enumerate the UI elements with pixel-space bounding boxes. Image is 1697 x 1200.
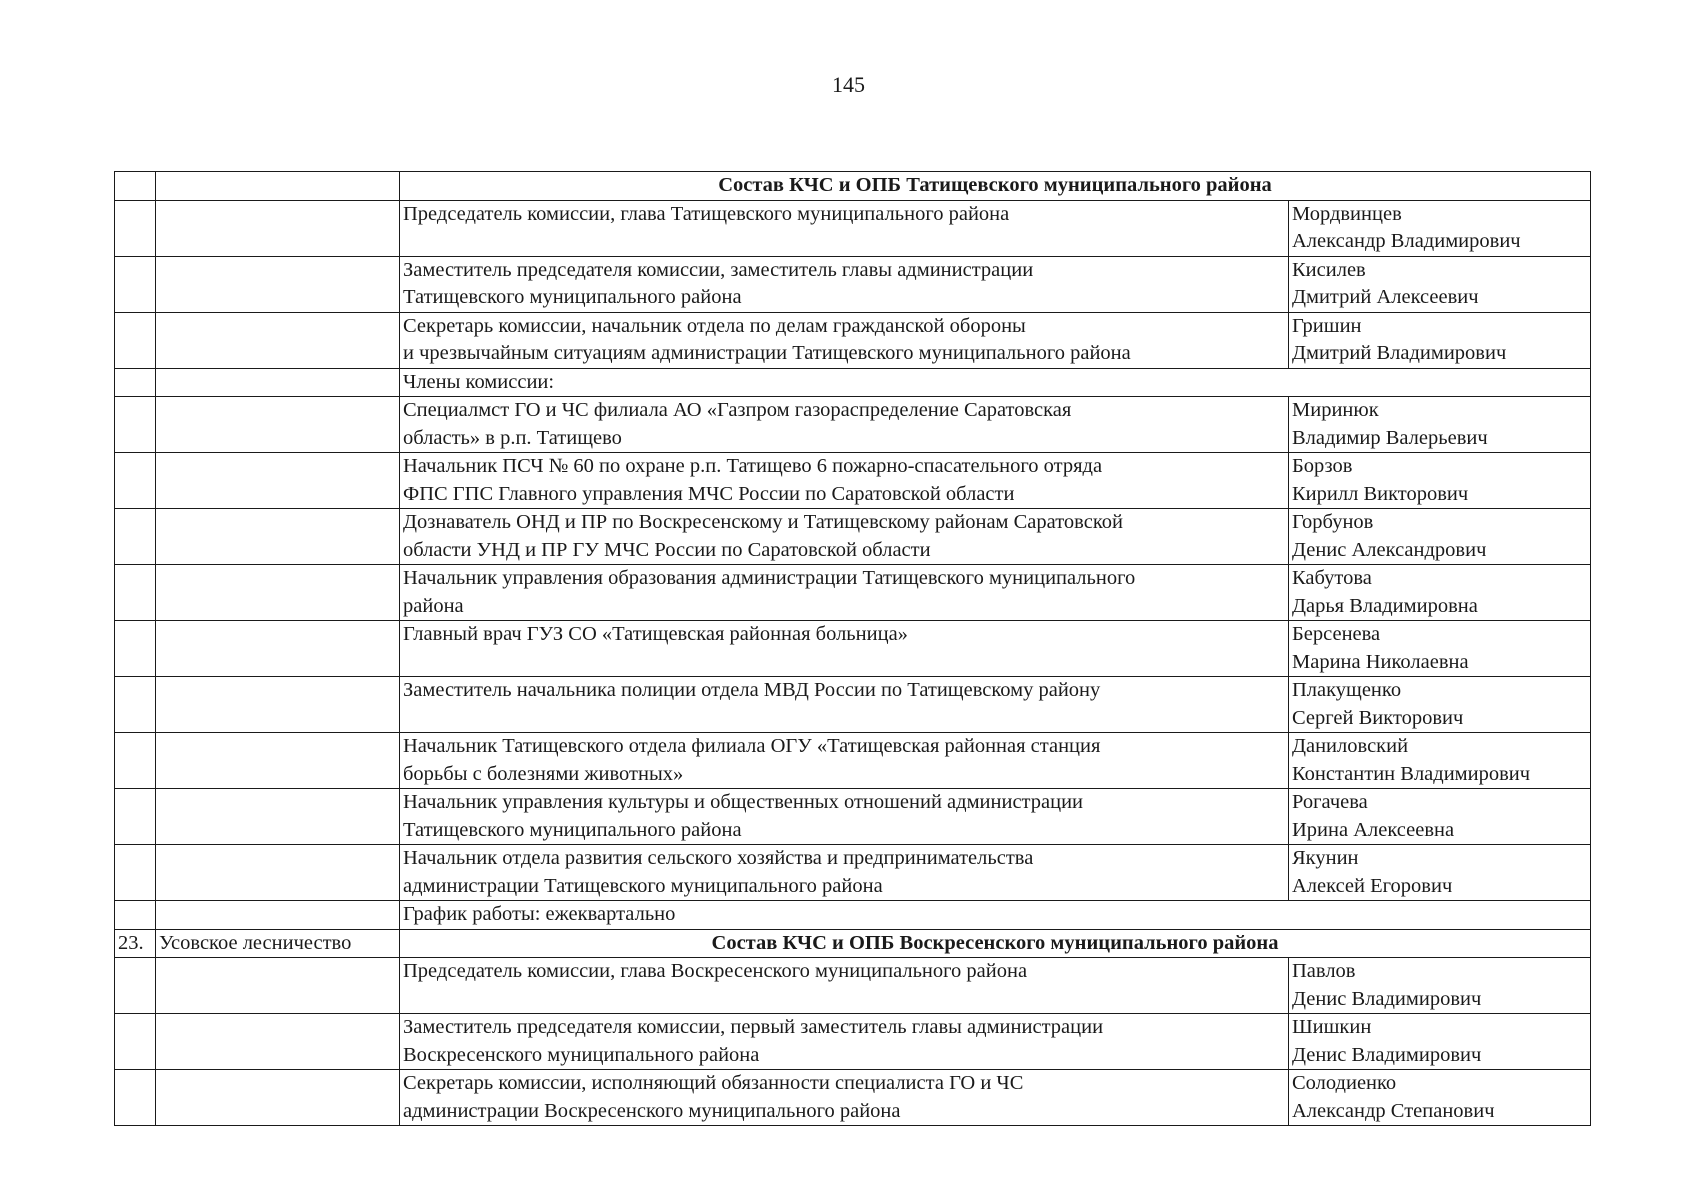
section-heading: Состав КЧС и ОПБ Воскресенского муниципального района xyxy=(400,929,1591,958)
row-name-cell xyxy=(156,1070,400,1126)
position-line: Начальник управления культуры и общественных отношений администрации xyxy=(403,791,1084,813)
position-line xyxy=(403,649,1285,677)
person-line: Кирилл Викторович xyxy=(1292,482,1469,505)
row-name-cell xyxy=(156,1014,400,1070)
person-line: Кисилев xyxy=(1292,258,1366,281)
position-cell xyxy=(400,621,1289,677)
position-line: администрации Воскресенского муниципального района xyxy=(403,1099,901,1122)
position-cell xyxy=(400,200,1289,256)
position-cell xyxy=(400,1070,1289,1126)
commission-table-body xyxy=(115,172,1591,1126)
position-cell xyxy=(400,453,1289,509)
position-cell xyxy=(400,509,1289,565)
position-line: Главный врач ГУЗ СО «Татищевская районная больница» xyxy=(403,623,908,645)
person-cell xyxy=(1289,621,1591,677)
position-line: Начальник ПСЧ № 60 по охране р.п. Татищево 6 пожарно-спасательного отряда xyxy=(403,455,1103,477)
person-cell xyxy=(1289,397,1591,453)
row-number-cell xyxy=(115,621,156,677)
commission-row xyxy=(115,1070,1591,1126)
person-cell xyxy=(1289,256,1591,312)
position-line: Секретарь комиссии, начальник отдела по делам гражданской обороны xyxy=(403,314,1026,337)
position-line: Заместитель председателя комиссии, заместитель главы администрации xyxy=(403,258,1034,281)
position-cell xyxy=(400,1014,1289,1070)
position-line: Начальник управления образования администрации Татищевского муниципального xyxy=(403,567,1136,589)
page-number: 145 xyxy=(832,72,865,97)
commission-row xyxy=(115,453,1591,509)
row-number-cell xyxy=(115,397,156,453)
position-cell xyxy=(400,677,1289,733)
person-line: Даниловский xyxy=(1292,735,1409,757)
row-number-cell xyxy=(115,172,156,201)
commission-row xyxy=(115,200,1591,256)
person-cell xyxy=(1289,312,1591,368)
row-number-cell xyxy=(115,958,156,1014)
position-line: Начальник Татищевского отдела филиала ОГУ «Татищевская районная станция xyxy=(403,735,1101,757)
person-line: Плакущенко xyxy=(1292,679,1402,701)
position-cell xyxy=(400,733,1289,789)
commission-table xyxy=(114,171,1591,1126)
commission-row xyxy=(115,789,1591,845)
row-number-cell xyxy=(115,256,156,312)
row-number-cell xyxy=(115,200,156,256)
row-name-cell xyxy=(156,453,400,509)
person-line: Кабутова xyxy=(1292,567,1372,589)
row-name-cell xyxy=(156,256,400,312)
row-number-cell xyxy=(115,733,156,789)
person-cell xyxy=(1289,1070,1591,1126)
person-cell xyxy=(1289,733,1591,789)
row-number-cell xyxy=(115,677,156,733)
position-line: Специалмст ГО и ЧС филиала АО «Газпром газораспределение Саратовская xyxy=(403,399,1072,421)
row-name-cell xyxy=(156,509,400,565)
commission-row xyxy=(115,312,1591,368)
person-line: Мордвинцев xyxy=(1292,202,1402,225)
position-line: Начальник отдела развития сельского хозяйства и предпринимательства xyxy=(403,847,1034,869)
person-line: Александр Степанович xyxy=(1292,1099,1495,1122)
row-name-cell xyxy=(156,845,400,901)
position-line: Воскресенского муниципального района xyxy=(403,1043,760,1066)
row-name-cell xyxy=(156,901,400,930)
row-number-cell xyxy=(115,509,156,565)
position-line: Заместитель начальника полиции отдела МВД России по Татищевскому району xyxy=(403,679,1101,701)
commission-row xyxy=(115,509,1591,565)
row-number-cell xyxy=(115,901,156,930)
position-line: и чрезвычайным ситуациям администрации Татищевского муниципального района xyxy=(403,342,1131,364)
person-line: Владимир Валерьевич xyxy=(1292,426,1488,449)
person-line: Павлов xyxy=(1292,960,1356,982)
commission-row xyxy=(115,677,1591,733)
row-name-cell xyxy=(156,312,400,368)
row-name-cell xyxy=(156,172,400,201)
row-name-cell xyxy=(156,677,400,733)
row-name-cell xyxy=(156,958,400,1014)
person-line: Якунин xyxy=(1292,847,1359,869)
person-cell xyxy=(1289,1014,1591,1070)
person-cell xyxy=(1289,509,1591,565)
commission-row xyxy=(115,565,1591,621)
position-line: борьбы с болезнями животных» xyxy=(403,762,684,785)
section-heading-row xyxy=(115,929,1591,958)
person-line: Сергей Викторович xyxy=(1292,706,1464,729)
person-cell xyxy=(1289,845,1591,901)
person-line: Ирина Алексеевна xyxy=(1292,818,1455,841)
row-name-cell xyxy=(156,733,400,789)
position-cell xyxy=(400,397,1289,453)
commission-row xyxy=(115,621,1591,677)
person-line: Борзов xyxy=(1292,455,1353,477)
position-line: область» в р.п. Татищево xyxy=(403,426,622,449)
row-number-cell xyxy=(115,453,156,509)
members-label: Члены комиссии: xyxy=(400,368,1591,397)
row-number-cell xyxy=(115,565,156,621)
row-name-cell xyxy=(156,621,400,677)
position-line: области УНД и ПР ГУ МЧС России по Саратовской области xyxy=(403,538,931,561)
position-line: района xyxy=(403,594,464,617)
position-line: Председатель комиссии, глава Воскресенского муниципального района xyxy=(403,960,1028,982)
person-line: Дарья Владимировна xyxy=(1292,594,1478,617)
position-line: Дознаватель ОНД и ПР по Воскресенскому и Татищевскому районам Саратовской xyxy=(403,511,1123,533)
row-name-cell: Усовское лесничество xyxy=(156,929,400,958)
position-line: администрации Татищевского муниципального района xyxy=(403,874,883,897)
person-line: Горбунов xyxy=(1292,511,1374,533)
person-line: Дмитрий Алексеевич xyxy=(1292,286,1479,308)
row-number-cell xyxy=(115,1070,156,1126)
person-cell xyxy=(1289,789,1591,845)
schedule-text-row xyxy=(115,901,1591,930)
position-cell xyxy=(400,312,1289,368)
schedule-text: График работы: ежеквартально xyxy=(400,901,1591,930)
commission-row xyxy=(115,1014,1591,1070)
row-name-cell xyxy=(156,397,400,453)
row-name-cell xyxy=(156,789,400,845)
person-line: Марина Николаевна xyxy=(1292,650,1469,673)
row-number-cell xyxy=(115,1014,156,1070)
section-heading-row xyxy=(115,172,1591,201)
row-name-cell xyxy=(156,565,400,621)
row-number-cell xyxy=(115,789,156,845)
row-name-cell xyxy=(156,368,400,397)
position-line: ФПС ГПС Главного управления МЧС России по Саратовской области xyxy=(403,482,1015,505)
position-line: Секретарь комиссии, исполняющий обязанности специалиста ГО и ЧС xyxy=(403,1072,1024,1094)
position-line: Татищевского муниципального района xyxy=(403,818,742,841)
commission-row xyxy=(115,256,1591,312)
members-label-row xyxy=(115,368,1591,397)
position-cell xyxy=(400,565,1289,621)
row-name-cell xyxy=(156,200,400,256)
position-line: Татищевского муниципального района xyxy=(403,286,742,308)
person-line: Шишкин xyxy=(1292,1016,1372,1038)
person-line: Солодиенко xyxy=(1292,1072,1397,1094)
person-cell xyxy=(1289,200,1591,256)
person-line: Гришин xyxy=(1292,314,1362,337)
position-cell xyxy=(400,958,1289,1014)
person-line: Алексей Егорович xyxy=(1292,874,1453,897)
person-line: Денис Владимирович xyxy=(1292,1043,1482,1066)
person-line: Дмитрий Владимирович xyxy=(1292,342,1507,364)
person-line: Денис Владимирович xyxy=(1292,987,1482,1010)
position-line: Председатель комиссии, глава Татищевского муниципального района xyxy=(403,202,1010,225)
row-number-cell: 23. xyxy=(115,929,156,958)
position-cell xyxy=(400,845,1289,901)
section-heading: Состав КЧС и ОПБ Татищевского муниципального района xyxy=(400,172,1591,201)
person-cell xyxy=(1289,565,1591,621)
commission-row xyxy=(115,397,1591,453)
person-line: Константин Владимирович xyxy=(1292,762,1531,785)
person-line: Миринюк xyxy=(1292,399,1379,421)
commission-row xyxy=(115,958,1591,1014)
position-line: Заместитель председателя комиссии, первый заместитель главы администрации xyxy=(403,1016,1104,1038)
position-cell xyxy=(400,789,1289,845)
person-line: Денис Александрович xyxy=(1292,538,1487,561)
commission-row xyxy=(115,733,1591,789)
row-number-cell xyxy=(115,368,156,397)
person-cell xyxy=(1289,677,1591,733)
position-cell xyxy=(400,256,1289,312)
person-line: Рогачева xyxy=(1292,791,1368,813)
position-line xyxy=(403,705,1285,733)
person-cell xyxy=(1289,958,1591,1014)
commission-row xyxy=(115,845,1591,901)
person-cell xyxy=(1289,453,1591,509)
row-number-cell xyxy=(115,845,156,901)
person-line: Александр Владимирович xyxy=(1292,230,1521,252)
row-number-cell xyxy=(115,312,156,368)
person-line: Берсенева xyxy=(1292,623,1381,645)
